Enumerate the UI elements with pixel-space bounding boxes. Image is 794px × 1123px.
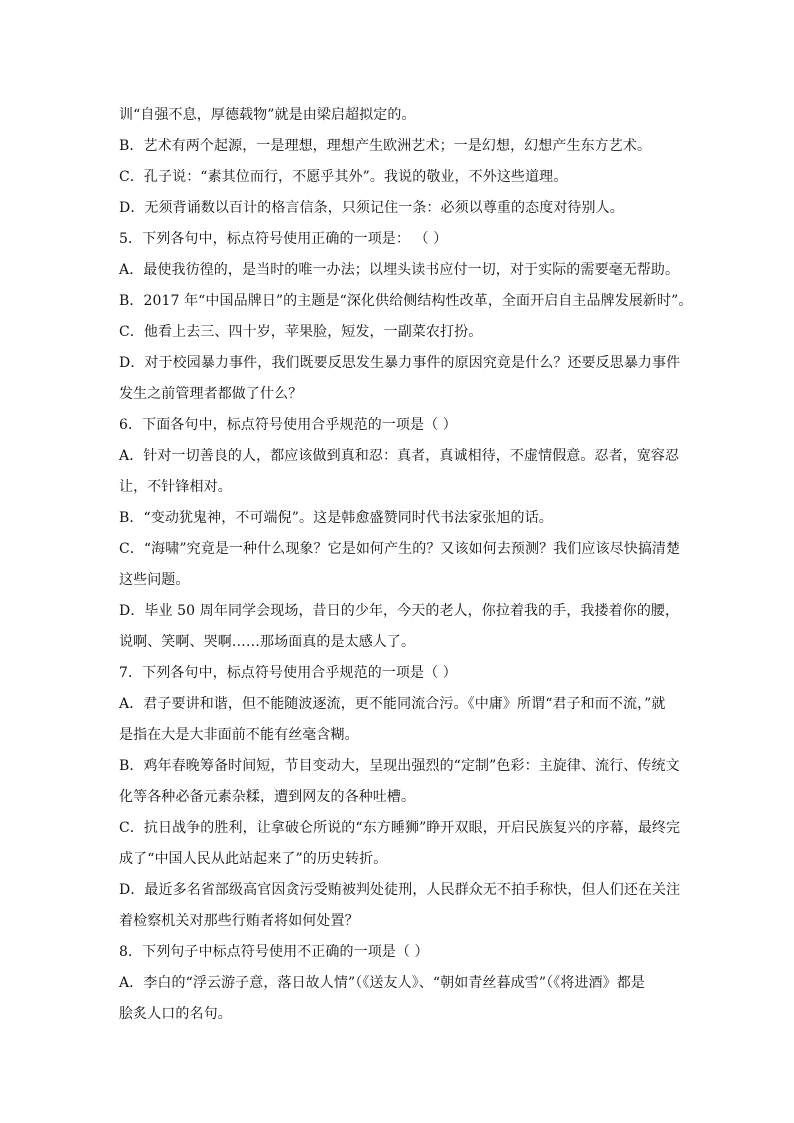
option-a-line: A．李白的“浮云游子意，落日故人情”（《送友人》、“朝如青丝暮成雪”（《将进酒》都是 [119,975,645,991]
option-d-line: D．对于校园暴力事件，我们既要反思发生暴力事件的原因究竟是什么？还要反思暴力事件 [119,355,681,371]
text-line: 成了“中国人民从此站起来了”的历史转折。 [119,851,388,867]
text-line: 化等各种必备元素杂糅，遭到网友的各种吐槽。 [119,789,416,805]
text-line: 是指在大是大非面前不能有丝毫含糊。 [119,727,359,743]
option-c-line: C．孔子说：“素其位而行，不愿乎其外”。我说的敬业，不外这些道理。 [119,169,568,185]
question-5-title: 5．下列各句中，标点符号使用正确的一项是： （ ） [119,231,448,247]
text-line: 让，不针锋相对。 [119,479,232,495]
document-body [119,100,693,1030]
text-line: 这些问题。 [119,572,190,588]
option-b-line: B．鸡年春晚筹备时间短，节目变动大，呈现出强烈的“定制”色彩：主旋律、流行、传统文 [119,758,680,774]
text-line: 训“自强不息，厚德载物”就是由梁启超拟定的。 [119,107,416,123]
option-a-line: A．针对一切善良的人，都应该做到真和忍：真者，真诚相待，不虚情假意。忍者，宽容忍 [119,448,680,464]
option-c-line: C．抗日战争的胜利，让拿破仑所说的“东方睡狮”睁开双眼，开启民族复兴的序幕，最终完 [119,820,681,836]
option-b-line: B．艺术有两个起源，一是理想，理想产生欧洲艺术；一是幻想，幻想产生东方艺术。 [119,138,652,154]
option-d-line: D．无须背诵数以百计的格言信条，只须记住一条：必须以尊重的态度对待别人。 [119,200,624,216]
option-d-line: D．毕业 50 周年同学会现场，昔日的少年，今天的老人，你拉着我的手，我搂着你的腰， [119,603,680,619]
text-line: 着检察机关对那些行贿者将如何处置？ [119,913,359,929]
option-c-line: C．“海啸”究竟是一种什么现象？它是如何产生的？又该如何去预测？我们应该尽快搞清楚 [119,541,681,557]
text-line: 说啊、笑啊、哭啊……那场面真的是太感人了。 [119,634,416,650]
text-line: 发生之前管理者都做了什么？ [119,386,303,402]
question-6-title: 6．下面各句中，标点符号使用合乎规范的一项是（ ） [119,417,457,433]
option-b-line: B．2017 年“中国品牌日”的主题是“深化供给侧结构性改革，全面开启自主品牌发展新时”。 [119,293,693,309]
question-7-title: 7．下列各句中，标点符号使用合乎规范的一项是（ ） [119,665,457,681]
text-line: 脍炙人口的名句。 [119,1006,232,1022]
option-a-line: A．最使我彷徨的，是当时的唯一办法；以埋头读书应付一切，对于实际的需要毫无帮助。 [119,262,680,278]
option-c-line: C．他看上去三、四十岁，苹果脸，短发，一副菜农打扮。 [119,324,483,340]
option-d-line: D．最近多名省部级高官因贪污受贿被判处徒刑，人民群众无不拍手称快，但人们还在关注 [119,882,681,898]
option-b-line: B．“变动犹鬼神，不可端倪”。这是韩愈盛赞同时代书法家张旭的话。 [119,510,553,526]
question-8-title: 8．下列句子中标点符号使用不正确的一项是（ ） [119,944,429,960]
option-a-line: A．君子要讲和谐，但不能随波逐流，更不能同流合污。《中庸》所谓“君子和而不流，”就 [119,696,666,712]
